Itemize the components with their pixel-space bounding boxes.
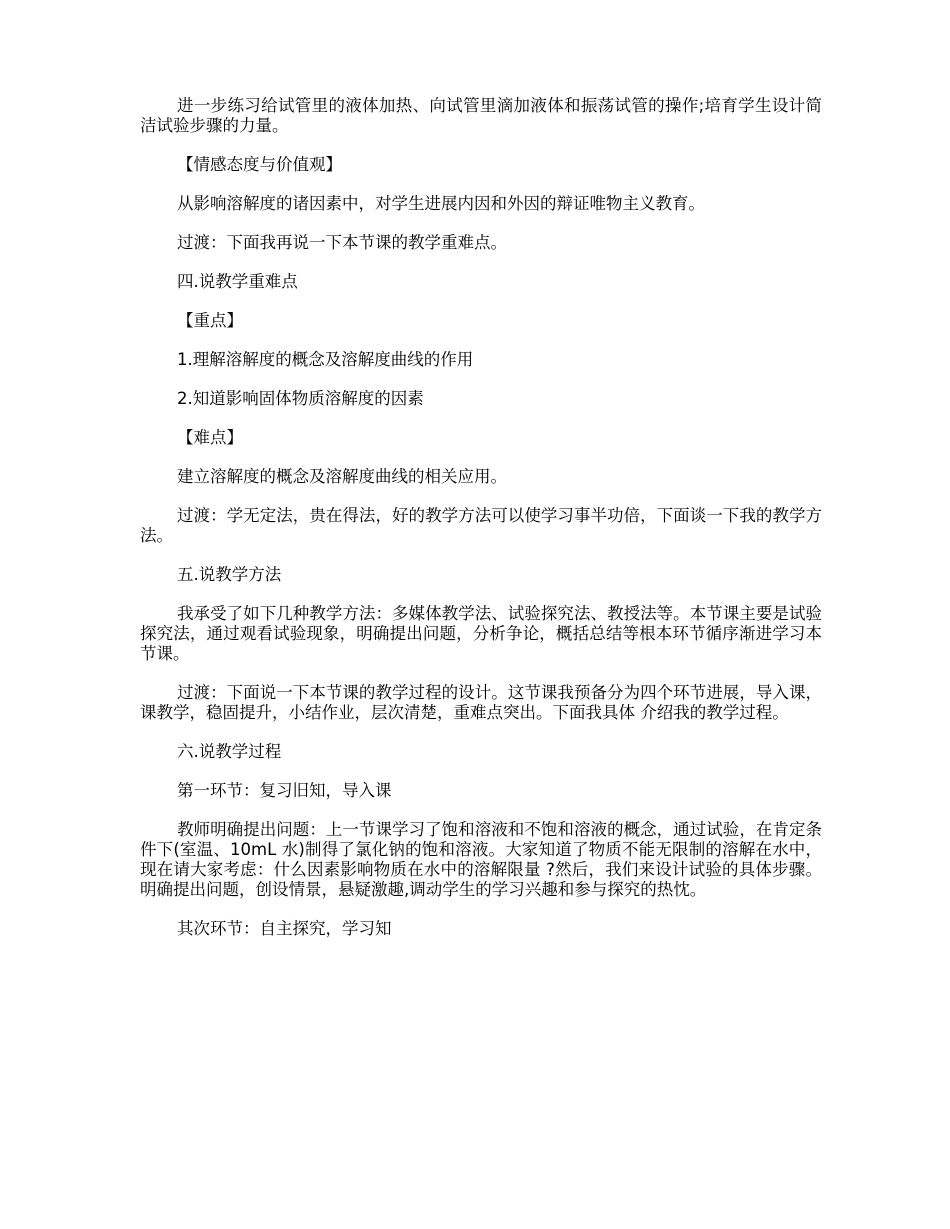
paragraph-skill-practice: 进一步练习给试管里的液体加热、向试管里滴加液体和振荡试管的操作;培育学生设计简洁试验步骤的力量。	[140, 96, 822, 135]
heading-difficulty: 【难点】	[177, 428, 243, 447]
stage-heading-2: 其次环节：自主探究，学习知	[177, 919, 392, 938]
heading-emotion-values: 【情感态度与价值观】	[177, 155, 342, 174]
section-heading-key-points: 四.说教学重难点	[177, 272, 298, 291]
paragraph-transition-key-points: 过渡：下面我再说一下本节课的教学重难点。	[177, 233, 507, 252]
section-heading-process: 六.说教学过程	[177, 742, 282, 761]
paragraph-stage-1: 教师明确提出问题：上一节课学习了饱和溶液和不饱和溶液的概念，通过试验，在肯定条件下(室温、10mL 水)制得了氯化钠的饱和溶液。大家知道了物质不能无限制的溶解在水中，现在请大家考虑：什么因素影响物质在水中的溶解限量 ?然后，我们来设计试验的具体步骤。明确提出问题，创设情景，悬疑激趣,调动学生的学习兴趣和参与探究的热忱。	[140, 820, 822, 899]
heading-focus: 【重点】	[177, 311, 243, 330]
paragraph-transition-methods: 过渡：学无定法，贵在得法，好的教学方法可以使学习事半功倍，下面谈一下我的教学方法。	[140, 506, 822, 545]
section-heading-methods: 五.说教学方法	[177, 565, 282, 584]
document-body	[140, 96, 822, 958]
stage-heading-1: 第一环节：复习旧知，导入课	[177, 781, 392, 800]
paragraph-methods: 我承受了如下几种教学方法：多媒体教学法、试验探究法、教授法等。本节课主要是试验探究法，通过观看试验现象，明确提出问题，分析争论，概括总结等根本环节循序渐进学习本节课。	[140, 604, 822, 663]
paragraph-emotion-values: 从影响溶解度的诸因素中，对学生进展内因和外因的辩证唯物主义教育。	[177, 194, 705, 213]
list-item-focus-1: 1.理解溶解度的概念及溶解度曲线的作用	[177, 350, 474, 369]
paragraph-difficulty: 建立溶解度的概念及溶解度曲线的相关应用。	[177, 467, 507, 486]
paragraph-transition-process: 过渡：下面说一下本节课的教学过程的设计。这节课我预备分为四个环节进展，导入课，课教学，稳固提升，小结作业，层次清楚，重难点突出。下面我具体 介绍我的教学过程。	[140, 683, 822, 722]
list-item-focus-2: 2.知道影响固体物质溶解度的因素	[177, 389, 424, 408]
